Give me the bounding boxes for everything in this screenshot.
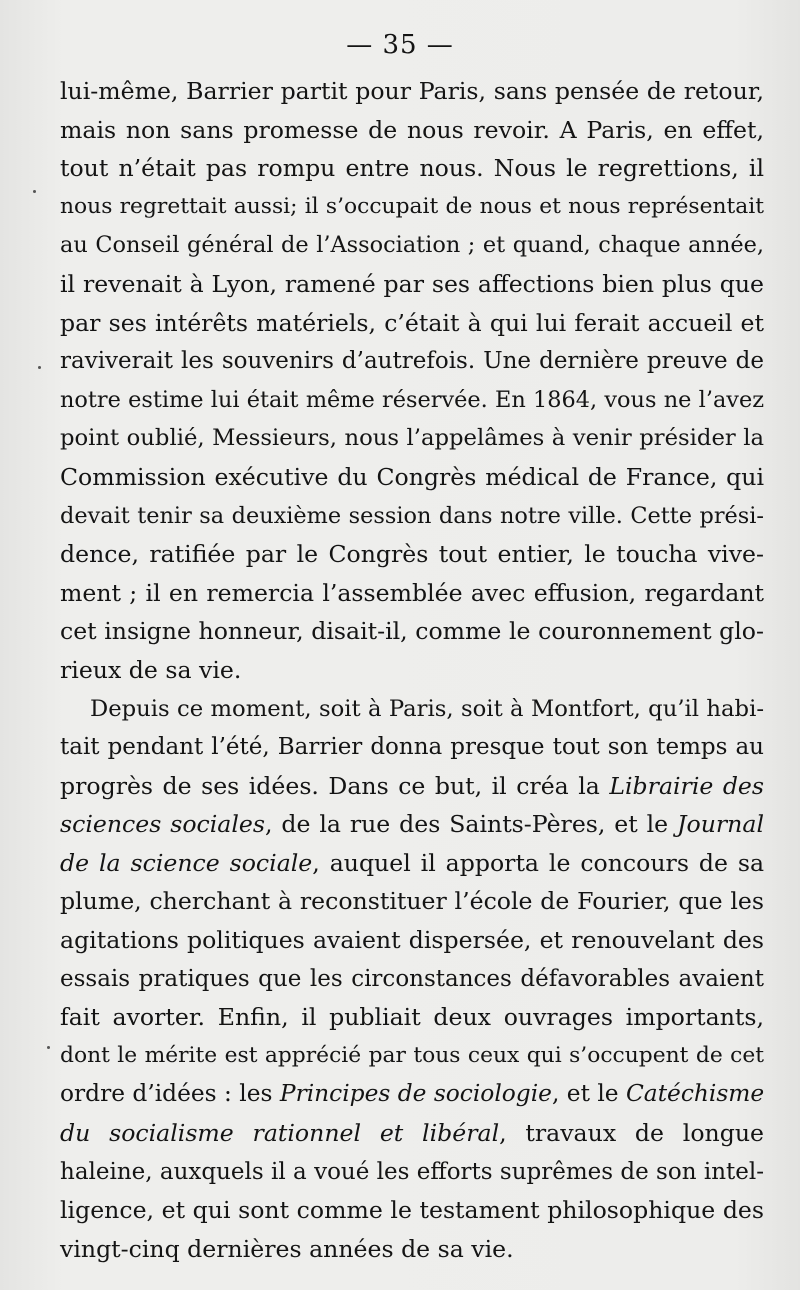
text-line <box>60 304 764 343</box>
text-line <box>60 188 764 227</box>
text-line <box>60 612 764 651</box>
text-line <box>60 342 764 381</box>
text-segment: , de la rue des Saints-Pères, et le <box>264 810 678 839</box>
text-line <box>60 998 764 1037</box>
body-text <box>60 72 764 1268</box>
text-line <box>60 535 764 574</box>
text-segment: lui-même, Barrier partit pour Paris, sans pensée de retour, <box>60 77 764 105</box>
text-line <box>60 1075 764 1114</box>
text-segment: tout n’était pas rompu entre nous. Nous le regrettions, il <box>60 154 764 183</box>
text-line <box>60 960 764 999</box>
text-segment: au Conseil général de l’Association ; et quand, chaque année, <box>60 232 764 259</box>
italic-title-text: Principes de sociologie <box>279 1080 552 1108</box>
text-segment: dence, ratifiée par le Congrès tout entier, le toucha vive- <box>60 540 764 569</box>
text-segment: nous regrettait aussi; il s’occupait de nous et nous représentait <box>60 193 764 219</box>
paper-speck <box>38 366 41 369</box>
italic-title-text: Journal <box>677 810 764 839</box>
text-segment: ordre d’idées : les <box>60 1080 280 1108</box>
text-segment: Commission exécutive du Congrès médical de France, qui <box>60 462 764 491</box>
text-segment: il revenait à Lyon, ramené par ses affections bien plus que <box>60 269 764 298</box>
text-line <box>60 844 764 883</box>
text-line <box>60 1191 764 1230</box>
text-line <box>60 72 764 111</box>
text-line <box>60 574 764 613</box>
text-segment: haleine, auxquels il a voué les efforts suprêmes de son intel- <box>60 1158 764 1185</box>
text-segment: devait tenir sa deuxième session dans notre ville. Cette prési- <box>60 502 764 529</box>
text-segment: rieux de sa vie. <box>60 655 242 684</box>
text-line <box>60 805 764 844</box>
text-segment: , auquel il apporta le concours de sa <box>312 848 765 877</box>
italic-title-text: de la science sociale <box>60 848 313 877</box>
text-segment: agitations politiques avaient dispersée, et renouvelant des <box>60 926 764 955</box>
text-segment: ment ; il en remercia l’assemblée avec effusion, regardant <box>60 578 764 607</box>
text-line <box>60 111 764 150</box>
text-line <box>60 1230 764 1269</box>
text-segment: Depuis ce moment, soit à Paris, soit à Montfort, qu’il habi- <box>90 695 764 722</box>
text-line <box>60 651 764 690</box>
text-segment: tait pendant l’été, Barrier donna presque tout son temps au <box>60 734 764 761</box>
italic-title-text: du socialisme rationnel et libéral <box>60 1119 500 1148</box>
text-segment: par ses intérêts matériels, c’était à qui lui ferait accueil et <box>60 308 764 337</box>
text-segment: plume, cherchant à reconstituer l’école de Fourier, que les <box>60 887 764 916</box>
text-line <box>60 921 764 960</box>
text-line <box>60 1114 764 1153</box>
text-line <box>60 728 764 767</box>
text-line <box>60 690 764 729</box>
italic-title-text: sciences sociales <box>60 810 265 839</box>
text-segment: essais pratiques que les circonstances défavorables avaient <box>60 965 764 992</box>
text-line <box>60 381 764 420</box>
italic-title-text: Catéchisme <box>625 1080 765 1108</box>
text-segment: mais non sans promesse de nous revoir. A Paris, en effet, <box>60 115 764 144</box>
text-segment: fait avorter. Enfin, il publiait deux ouvrages importants, <box>60 1003 764 1032</box>
text-segment: , et le <box>551 1080 626 1108</box>
paper-speck <box>33 190 36 193</box>
text-line <box>60 767 764 806</box>
text-line <box>60 226 764 265</box>
text-segment: ligence, et qui sont comme le testament philosophique des <box>60 1196 764 1225</box>
text-line <box>60 1153 764 1192</box>
text-segment: cet insigne honneur, disait-il, comme le couronnement glo- <box>60 617 764 646</box>
text-segment: point oublié, Messieurs, nous l’appelâmes à venir présider la <box>60 425 764 452</box>
text-line <box>60 882 764 921</box>
italic-title-text: Librairie des <box>609 771 765 800</box>
text-segment: raviverait les souvenirs d’autrefois. Une dernière preuve de <box>60 348 764 375</box>
text-segment: dont le mérite est apprécié par tous ceux qui s’occupent de cet <box>60 1042 764 1068</box>
page-number: — 35 — <box>346 30 454 60</box>
text-line <box>60 458 764 497</box>
paper-speck <box>47 1046 50 1049</box>
text-line <box>60 419 764 458</box>
text-segment: notre estime lui était même réservée. En 1864, vous ne l’avez <box>60 386 764 413</box>
text-segment: , travaux de longue <box>499 1119 764 1148</box>
text-line <box>60 265 764 304</box>
text-line <box>60 497 764 536</box>
text-line <box>60 1037 764 1076</box>
text-segment: progrès de ses idées. Dans ce but, il créa la <box>60 771 610 800</box>
text-line <box>60 149 764 188</box>
text-segment: vingt-cinq dernières années de sa vie. <box>60 1234 514 1263</box>
